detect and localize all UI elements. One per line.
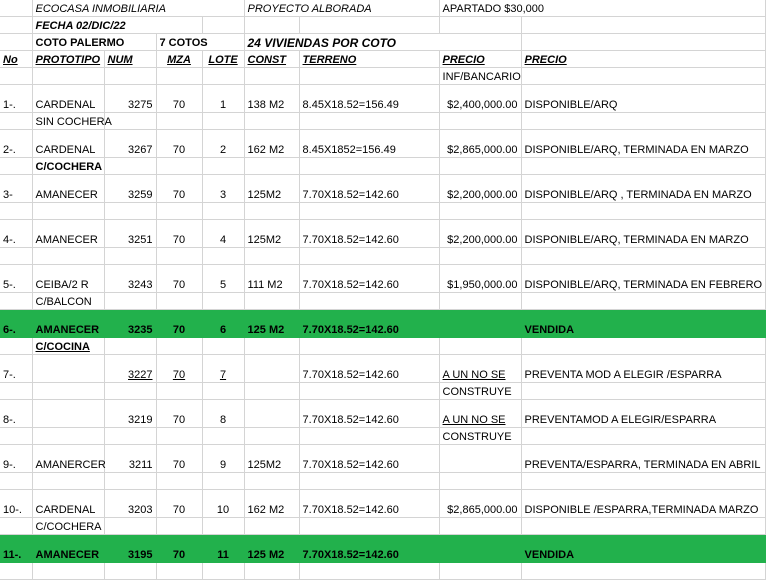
cell-empty bbox=[104, 248, 156, 265]
cell-empty bbox=[202, 383, 244, 400]
cell-mza: 70 bbox=[156, 310, 202, 338]
cell-estado: DISPONIBLE/ARQ, TERMINADA EN FEBRERO bbox=[521, 265, 765, 293]
cell-lote: 9 bbox=[202, 445, 244, 473]
table-row bbox=[0, 85, 765, 113]
cell-empty bbox=[202, 293, 244, 310]
cell-empty bbox=[0, 518, 32, 535]
table-row bbox=[0, 535, 765, 563]
cell-precio: $2,865,000.00 bbox=[439, 490, 521, 518]
cell-no: 3- bbox=[0, 175, 32, 203]
cell-empty bbox=[521, 203, 765, 220]
cell-estado: PREVENTA/ESPARRA, TERMINADA EN ABRIL bbox=[521, 445, 765, 473]
cell-empty bbox=[439, 563, 521, 580]
cell-const: 138 M2 bbox=[244, 85, 299, 113]
cell-precio: A UN NO SE bbox=[439, 400, 521, 428]
date-row bbox=[0, 17, 765, 34]
cell-empty bbox=[439, 518, 521, 535]
cell-empty bbox=[299, 338, 439, 355]
cell-note: SIN COCHERA bbox=[32, 113, 104, 130]
cell-empty bbox=[299, 383, 439, 400]
cell-num: 3203 bbox=[104, 490, 156, 518]
cell-lote: 4 bbox=[202, 220, 244, 248]
cell-empty bbox=[299, 248, 439, 265]
cell-empty bbox=[521, 473, 765, 490]
cell-precio: $2,865,000.00 bbox=[439, 130, 521, 158]
cell-estado: DISPONIBLE/ARQ , TERMINADA EN MARZO bbox=[521, 175, 765, 203]
cell-lote: 5 bbox=[202, 265, 244, 293]
cell-empty bbox=[521, 248, 765, 265]
table-row bbox=[0, 400, 765, 428]
table-note-row bbox=[0, 113, 765, 130]
cell-empty bbox=[299, 113, 439, 130]
cell-num: 3259 bbox=[104, 175, 156, 203]
table-row bbox=[0, 490, 765, 518]
cell-estado: PREVENTA MOD A ELEGIR /ESPARRA bbox=[521, 355, 765, 383]
cell-empty bbox=[439, 338, 521, 355]
coto-row bbox=[0, 34, 765, 51]
cell-prototipo bbox=[32, 400, 104, 428]
cell-note: C/COCHERA bbox=[32, 518, 104, 535]
cell-lote: 10 bbox=[202, 490, 244, 518]
cell-empty bbox=[521, 518, 765, 535]
cell-empty bbox=[156, 428, 202, 445]
cell-precio bbox=[439, 535, 521, 563]
cell-empty bbox=[32, 383, 104, 400]
cell-prototipo: AMANECER bbox=[32, 310, 104, 338]
cell-empty bbox=[202, 563, 244, 580]
cell-no: 1-. bbox=[0, 85, 32, 113]
cell-terreno: 7.70X18.52=142.60 bbox=[299, 490, 439, 518]
cell-no: 7-. bbox=[0, 355, 32, 383]
cell-empty bbox=[202, 428, 244, 445]
cell-const: 162 M2 bbox=[244, 490, 299, 518]
cell-empty bbox=[202, 473, 244, 490]
cell-no: 5-. bbox=[0, 265, 32, 293]
cell-const: 125M2 bbox=[244, 445, 299, 473]
cell-empty bbox=[0, 248, 32, 265]
cell-num: 3235 bbox=[104, 310, 156, 338]
cell-empty bbox=[104, 203, 156, 220]
cell-lote: 6 bbox=[202, 310, 244, 338]
cell-const: 111 M2 bbox=[244, 265, 299, 293]
cell-empty bbox=[156, 473, 202, 490]
cell-num: 3267 bbox=[104, 130, 156, 158]
cell-terreno: 7.70X18.52=142.60 bbox=[299, 175, 439, 203]
cell-empty bbox=[202, 518, 244, 535]
cell-empty bbox=[244, 158, 299, 175]
cell-mza: 70 bbox=[156, 175, 202, 203]
cell-lote: 3 bbox=[202, 175, 244, 203]
cell-mza: 70 bbox=[156, 130, 202, 158]
cell-num: 3275 bbox=[104, 85, 156, 113]
header-lote: LOTE bbox=[202, 51, 244, 68]
cell-empty bbox=[521, 158, 765, 175]
cell-empty bbox=[521, 383, 765, 400]
cell-terreno: 8.45X18.52=156.49 bbox=[299, 85, 439, 113]
cell-prototipo bbox=[32, 355, 104, 383]
cell-empty bbox=[104, 473, 156, 490]
cell-no: 6-. bbox=[0, 310, 32, 338]
cell-num: 3243 bbox=[104, 265, 156, 293]
cell-empty bbox=[156, 248, 202, 265]
header-precio: PRECIO bbox=[439, 51, 521, 68]
cell-no: 2-. bbox=[0, 130, 32, 158]
data-rows bbox=[0, 85, 765, 580]
cell-terreno: 7.70X18.52=142.60 bbox=[299, 445, 439, 473]
coto-name: COTO PALERMO bbox=[32, 34, 156, 51]
cell-empty bbox=[104, 383, 156, 400]
cell-empty bbox=[521, 293, 765, 310]
cell-no: 8-. bbox=[0, 400, 32, 428]
cell-estado: VENDIDA bbox=[521, 535, 765, 563]
cell-empty bbox=[299, 518, 439, 535]
table-note-row bbox=[0, 563, 765, 580]
cell-prototipo: AMANECER bbox=[32, 220, 104, 248]
cell-empty bbox=[0, 203, 32, 220]
cell-empty bbox=[156, 293, 202, 310]
table-row bbox=[0, 445, 765, 473]
cell-empty bbox=[104, 518, 156, 535]
cell-empty bbox=[439, 293, 521, 310]
cell-mza: 70 bbox=[156, 265, 202, 293]
header-mza: MZA bbox=[156, 51, 202, 68]
cell-const bbox=[244, 355, 299, 383]
table-note-row bbox=[0, 383, 765, 400]
cell-prototipo: CARDENAL bbox=[32, 85, 104, 113]
cell-empty bbox=[32, 203, 104, 220]
cell-precio: $2,200,000.00 bbox=[439, 175, 521, 203]
cell-empty bbox=[244, 428, 299, 445]
cell-note: C/COCINA bbox=[32, 338, 104, 355]
company-name: ECOCASA INMOBILIARIA bbox=[32, 0, 244, 17]
cell-empty bbox=[202, 158, 244, 175]
cell-empty bbox=[521, 563, 765, 580]
cell-precio bbox=[439, 445, 521, 473]
table-row bbox=[0, 175, 765, 203]
cell-empty bbox=[156, 158, 202, 175]
table-row bbox=[0, 310, 765, 338]
report-date: FECHA 02/DIC/22 bbox=[32, 17, 202, 34]
cell-no: 10-. bbox=[0, 490, 32, 518]
viviendas-count: 24 VIVIENDAS POR COTO bbox=[244, 34, 521, 51]
cell-prototipo: CARDENAL bbox=[32, 490, 104, 518]
table-note-row bbox=[0, 473, 765, 490]
cell-precio-note: CONSTRUYE bbox=[439, 428, 521, 445]
cell-empty bbox=[156, 113, 202, 130]
header-terreno: TERRENO bbox=[299, 51, 439, 68]
cell-empty bbox=[439, 473, 521, 490]
cell-const: 125 M2 bbox=[244, 535, 299, 563]
cell-empty bbox=[0, 338, 32, 355]
title-row bbox=[0, 0, 765, 17]
cell-terreno: 7.70X18.52=142.60 bbox=[299, 220, 439, 248]
cell-mza: 70 bbox=[156, 535, 202, 563]
table-note-row bbox=[0, 293, 765, 310]
cell-estado: VENDIDA bbox=[521, 310, 765, 338]
cell-mza: 70 bbox=[156, 355, 202, 383]
cell-empty bbox=[244, 383, 299, 400]
deposit-amount: APARTADO $30,000 bbox=[439, 0, 765, 17]
cell-num: 3195 bbox=[104, 535, 156, 563]
cell-precio: $2,400,000.00 bbox=[439, 85, 521, 113]
cell-const bbox=[244, 400, 299, 428]
cell-prototipo: AMANERCER bbox=[32, 445, 104, 473]
cell-empty bbox=[244, 473, 299, 490]
cell-empty bbox=[156, 518, 202, 535]
cell-estado: DISPONIBLE/ARQ, TERMINADA EN MARZO bbox=[521, 220, 765, 248]
cell-estado: DISPONIBLE/ARQ bbox=[521, 85, 765, 113]
cell-empty bbox=[0, 563, 32, 580]
cell-num: 3227 bbox=[104, 355, 156, 383]
header-no: No bbox=[0, 51, 32, 68]
cell-empty bbox=[0, 428, 32, 445]
cell-empty bbox=[104, 563, 156, 580]
cell-empty bbox=[521, 338, 765, 355]
header-const: CONST bbox=[244, 51, 299, 68]
cell-num: 3211 bbox=[104, 445, 156, 473]
cell-precio: $1,950,000.00 bbox=[439, 265, 521, 293]
cell-empty bbox=[156, 563, 202, 580]
cell-empty bbox=[32, 473, 104, 490]
cell-terreno: 8.45X1852=156.49 bbox=[299, 130, 439, 158]
header-sub-row bbox=[0, 68, 765, 85]
cell-empty bbox=[156, 338, 202, 355]
cell-no: 11-. bbox=[0, 535, 32, 563]
cell-terreno: 7.70X18.52=142.60 bbox=[299, 355, 439, 383]
cell-empty bbox=[439, 158, 521, 175]
cell-empty bbox=[299, 428, 439, 445]
cell-terreno: 7.70X18.52=142.60 bbox=[299, 400, 439, 428]
cell-empty bbox=[202, 113, 244, 130]
cell-const: 125M2 bbox=[244, 220, 299, 248]
cell-empty bbox=[0, 383, 32, 400]
cell-note: C/BALCON bbox=[32, 293, 104, 310]
cell-empty bbox=[244, 338, 299, 355]
table-note-row bbox=[0, 248, 765, 265]
cell-mza: 70 bbox=[156, 400, 202, 428]
cell-prototipo: CEIBA/2 R bbox=[32, 265, 104, 293]
cell-prototipo: AMANECER bbox=[32, 175, 104, 203]
cell-empty bbox=[32, 248, 104, 265]
cell-empty bbox=[202, 203, 244, 220]
cell-empty bbox=[156, 203, 202, 220]
cell-mza: 70 bbox=[156, 445, 202, 473]
cell-empty bbox=[521, 428, 765, 445]
cell-estado: DISPONIBLE /ESPARRA,TERMINADA MARZO bbox=[521, 490, 765, 518]
cell-mza: 70 bbox=[156, 85, 202, 113]
cell-num: 3219 bbox=[104, 400, 156, 428]
cell-empty bbox=[244, 203, 299, 220]
cell-num: 3251 bbox=[104, 220, 156, 248]
cell-empty bbox=[299, 203, 439, 220]
cell-empty bbox=[104, 158, 156, 175]
table-note-row bbox=[0, 158, 765, 175]
project-name: PROYECTO ALBORADA bbox=[244, 0, 439, 17]
cell-empty bbox=[299, 563, 439, 580]
table-note-row bbox=[0, 428, 765, 445]
coto-count: 7 COTOS bbox=[156, 34, 244, 51]
cell-empty bbox=[439, 113, 521, 130]
table-note-row bbox=[0, 338, 765, 355]
cell-empty bbox=[32, 428, 104, 445]
cell-empty bbox=[244, 293, 299, 310]
cell-empty bbox=[0, 473, 32, 490]
cell-empty bbox=[244, 113, 299, 130]
cell-lote: 11 bbox=[202, 535, 244, 563]
cell-empty bbox=[244, 563, 299, 580]
cell-precio bbox=[439, 310, 521, 338]
cell-empty bbox=[299, 158, 439, 175]
cell-note: C/COCHERA bbox=[32, 158, 104, 175]
table-row bbox=[0, 130, 765, 158]
cell-const: 125 M2 bbox=[244, 310, 299, 338]
cell-precio: A UN NO SE bbox=[439, 355, 521, 383]
cell-empty bbox=[439, 203, 521, 220]
table-row bbox=[0, 265, 765, 293]
cell-estado: DISPONIBLE/ARQ, TERMINADA EN MARZO bbox=[521, 130, 765, 158]
cell-lote: 7 bbox=[202, 355, 244, 383]
table-note-row bbox=[0, 203, 765, 220]
table-note-row bbox=[0, 518, 765, 535]
cell-empty bbox=[202, 338, 244, 355]
cell-const: 125M2 bbox=[244, 175, 299, 203]
cell-mza: 70 bbox=[156, 220, 202, 248]
cell-no: 9-. bbox=[0, 445, 32, 473]
cell-empty bbox=[104, 428, 156, 445]
cell-empty bbox=[299, 473, 439, 490]
header-num: NUM bbox=[104, 51, 156, 68]
cell-prototipo: CARDENAL bbox=[32, 130, 104, 158]
cell-terreno: 7.70X18.52=142.60 bbox=[299, 310, 439, 338]
cell-no: 4-. bbox=[0, 220, 32, 248]
cell-terreno: 7.70X18.52=142.60 bbox=[299, 535, 439, 563]
cell-empty bbox=[244, 518, 299, 535]
cell-estado: PREVENTAMOD A ELEGIR/ESPARRA bbox=[521, 400, 765, 428]
header-precio-estado: PRECIO bbox=[521, 51, 765, 68]
cell-empty bbox=[32, 563, 104, 580]
cell-empty bbox=[439, 248, 521, 265]
header-prototipo: PROTOTIPO bbox=[32, 51, 104, 68]
cell-precio-note: CONSTRUYE bbox=[439, 383, 521, 400]
cell-prototipo: AMANECER bbox=[32, 535, 104, 563]
cell-empty bbox=[0, 158, 32, 175]
cell-precio: $2,200,000.00 bbox=[439, 220, 521, 248]
cell-lote: 2 bbox=[202, 130, 244, 158]
cell-empty bbox=[521, 113, 765, 130]
cell-empty bbox=[104, 293, 156, 310]
cell-empty bbox=[299, 293, 439, 310]
cell-lote: 8 bbox=[202, 400, 244, 428]
cell-empty bbox=[202, 248, 244, 265]
header-precio-sub: INF/BANCARIO bbox=[439, 68, 521, 85]
cell-empty bbox=[0, 113, 32, 130]
cell-empty bbox=[244, 248, 299, 265]
cell-const: 162 M2 bbox=[244, 130, 299, 158]
header-row bbox=[0, 51, 765, 68]
cell-mza: 70 bbox=[156, 490, 202, 518]
table-row bbox=[0, 355, 765, 383]
cell-empty bbox=[156, 383, 202, 400]
cell-terreno: 7.70X18.52=142.60 bbox=[299, 265, 439, 293]
cell-empty bbox=[104, 338, 156, 355]
cell-empty bbox=[0, 293, 32, 310]
cell-lote: 1 bbox=[202, 85, 244, 113]
table-row bbox=[0, 220, 765, 248]
